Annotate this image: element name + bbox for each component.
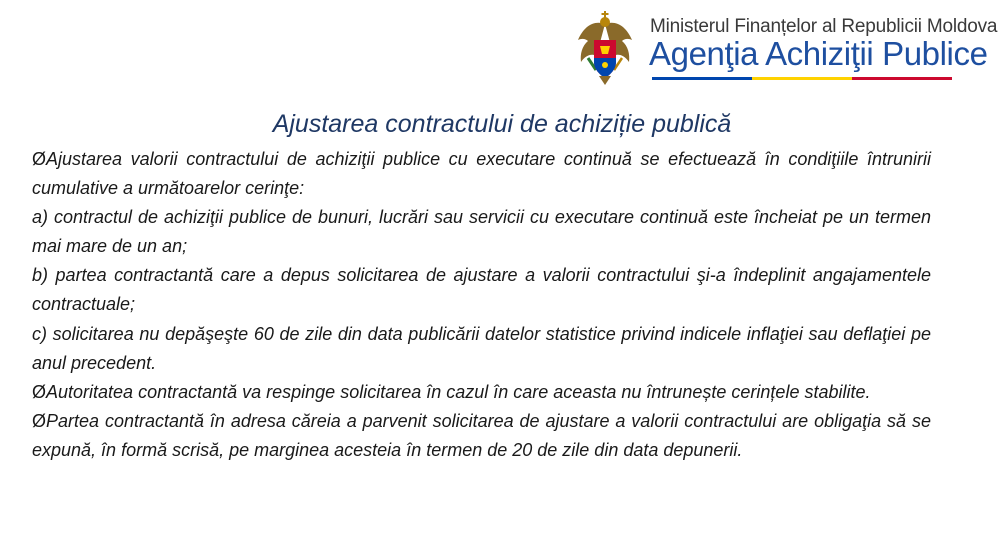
paragraph-intro (32, 145, 931, 203)
coat-of-arms-icon (572, 10, 638, 86)
agency-logo (572, 8, 998, 86)
arrow-bullet-icon: Ø (32, 410, 47, 431)
paragraph-rejection (32, 378, 931, 407)
arrow-bullet-icon: Ø (32, 149, 47, 169)
paragraph-condition-a (32, 203, 931, 261)
paragraph-condition-c (32, 320, 931, 378)
paragraph-obligation (32, 407, 931, 465)
flag-stripe-yellow (752, 77, 852, 80)
slide-body (32, 145, 931, 465)
ministry-name: Ministerul Finanțelor al Republicii Moldova (650, 16, 998, 37)
flag-stripe-red (852, 77, 952, 80)
flag-underline (652, 77, 952, 80)
agency-name: Agenţia Achiziţii Publice (649, 35, 988, 72)
flag-stripe-blue (652, 77, 752, 80)
paragraph-condition-b (32, 261, 931, 319)
paragraph-text: Autoritatea contractantă va respinge solicitarea în cazul în care aceasta nu întrunește cerințele stabilite. (46, 381, 871, 402)
slide-title: Ajustarea contractului de achiziție publică (272, 110, 732, 138)
paragraph-text: b) partea contractantă care a depus solicitarea de ajustare a valorii contractului şi-a îndeplinit angajamentele contractuale; (32, 265, 931, 315)
paragraph-text: Ajustarea valorii contractului de achiziţii publice cu executare continuă se efectuează în condiţiile întrunirii cumulative a următoarelor cerinţe: (32, 149, 931, 199)
paragraph-text: Partea contractantă în adresa căreia a parvenit solicitarea de ajustare a valorii contractului are obligaţia să se expună, în formă scrisă, pe marginea acesteia în termen de 20 de zile din data depunerii. (32, 410, 931, 460)
arrow-bullet-icon: Ø (32, 381, 47, 402)
paragraph-text: a) contractul de achiziţii publice de bunuri, lucrări sau servicii cu executare continuă este încheiat pe un termen mai mare de un an; (32, 207, 931, 257)
paragraph-text: c) solicitarea nu depăşeşte 60 de zile din data publicării datelor statistice privind indicele inflaţiei sau deflaţiei pe anul precedent. (32, 323, 931, 373)
